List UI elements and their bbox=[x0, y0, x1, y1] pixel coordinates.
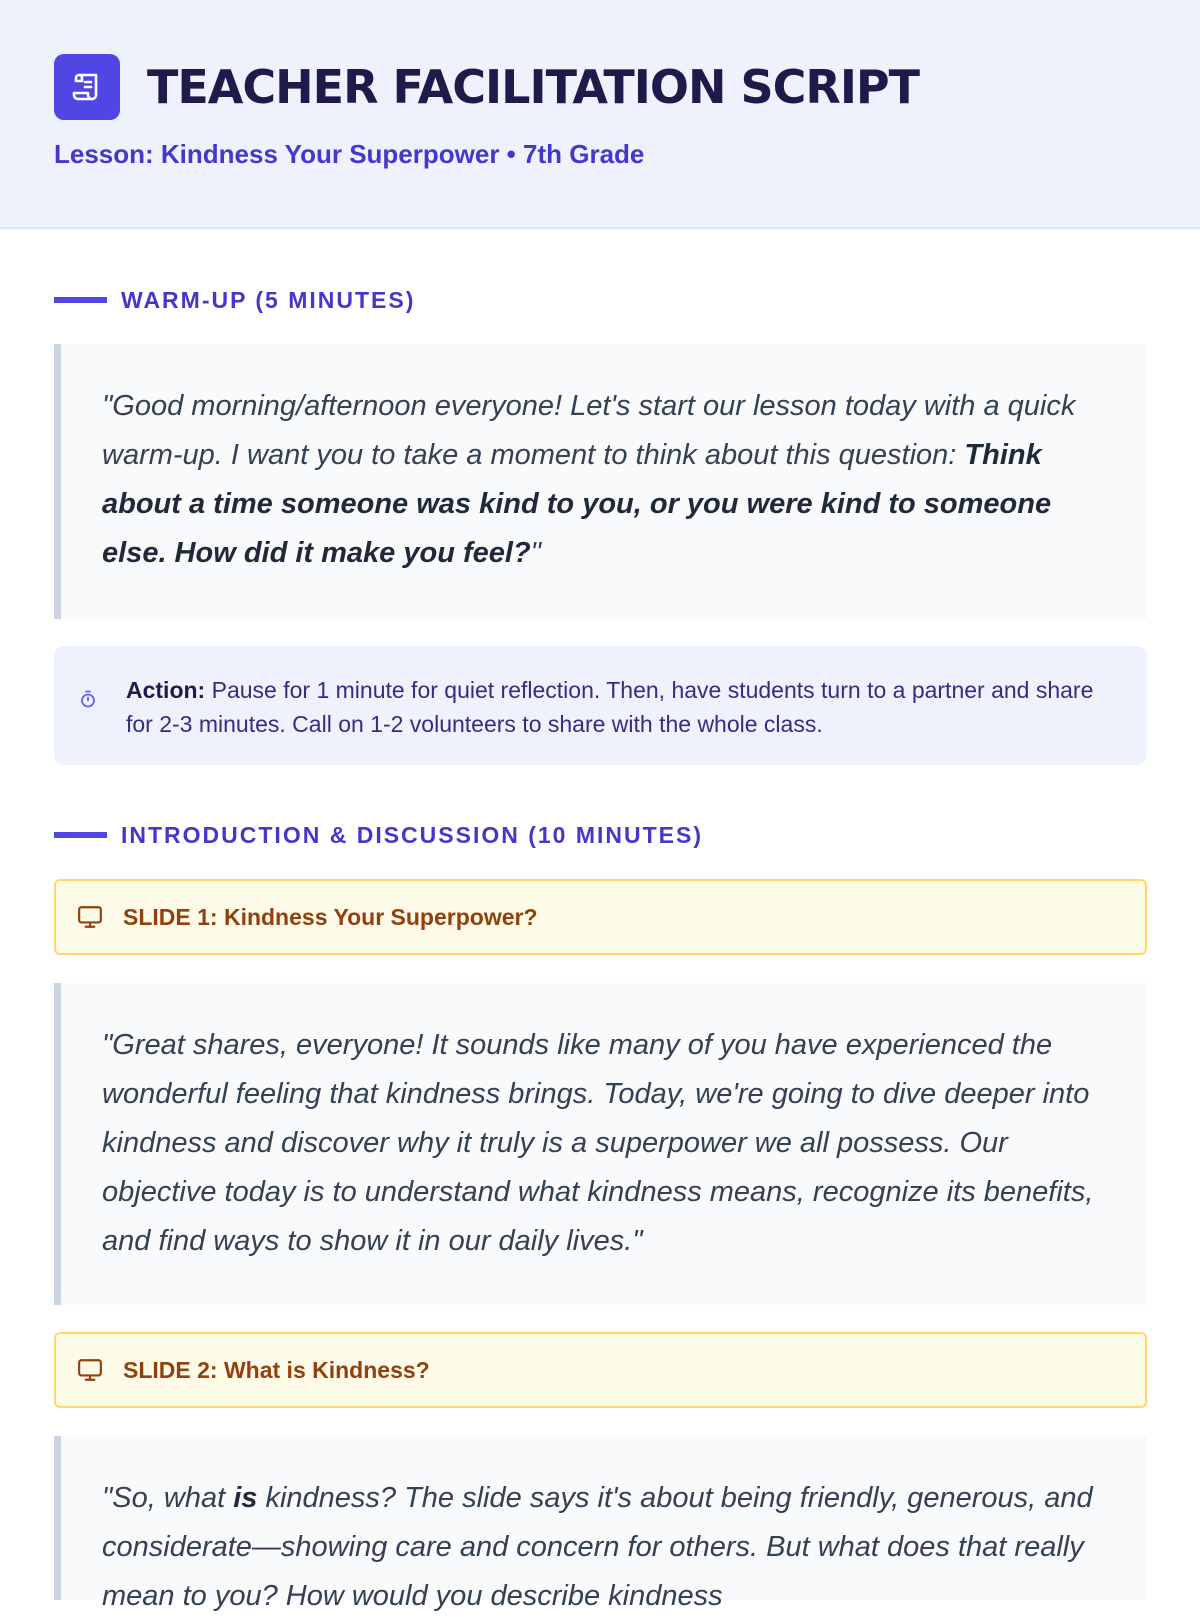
monitor-icon bbox=[77, 1357, 103, 1383]
page-title: TEACHER FACILITATION SCRIPT bbox=[147, 60, 920, 114]
monitor-icon bbox=[77, 904, 103, 930]
action-text: Action: Pause for 1 minute for quiet reflection. Then, have students turn to a partner and share for 2-3 minutes. Call on 1-2 volunteers to share with the whole class. bbox=[126, 677, 1094, 737]
section-heading-label: INTRODUCTION & DISCUSSION (10 MINUTES) bbox=[121, 821, 704, 848]
section-heading-introduction bbox=[54, 819, 703, 851]
warm-up-script-quote: "Good morning/afternoon everyone! Let's start our lesson today with a quick warm-up. I want you to take a moment to think about this question: Think about a time someone was kind to you, or you were kind to someone else. How did it make you feel?" bbox=[54, 344, 1147, 619]
slide-1-script-quote: "Great shares, everyone! It sounds like many of you have experienced the wonderful feeling that kindness brings. Today, we're going to dive deeper into kindness and discover why it truly is a superpower we all possess. Our objective today is to understand what kindness means, recognize its benefits, and find ways to show it in our daily lives." bbox=[54, 983, 1147, 1305]
action-callout bbox=[54, 646, 1147, 765]
slide-1-label: SLIDE 1: Kindness Your Superpower? bbox=[123, 904, 538, 930]
heading-accent-bar bbox=[54, 297, 107, 303]
section-heading-warm-up bbox=[54, 284, 415, 316]
slide-1-callout bbox=[54, 879, 1147, 955]
emphasis-is: is bbox=[233, 1482, 258, 1514]
slide-2-script-quote: "So, what is kindness? The slide says it's about being friendly, generous, and considerate—showing care and concern for others. But what does that really mean to you? How would you describe kindness bbox=[54, 1436, 1147, 1600]
section-heading-label: WARM-UP (5 MINUTES) bbox=[121, 286, 416, 313]
slide-2-callout bbox=[54, 1332, 1147, 1408]
action-label: Action: bbox=[126, 677, 206, 703]
slide-2-label: SLIDE 2: What is Kindness? bbox=[123, 1357, 430, 1383]
heading-accent-bar bbox=[54, 832, 107, 838]
scroll-icon bbox=[54, 54, 120, 120]
lesson-subtitle: Lesson: Kindness Your Superpower • 7th Grade bbox=[54, 139, 645, 169]
page-header bbox=[0, 0, 1200, 229]
timer-icon bbox=[80, 690, 96, 708]
warm-up-question: Think about a time someone was kind to you, or you were kind to someone else. How did it make you feel? bbox=[102, 439, 1052, 569]
